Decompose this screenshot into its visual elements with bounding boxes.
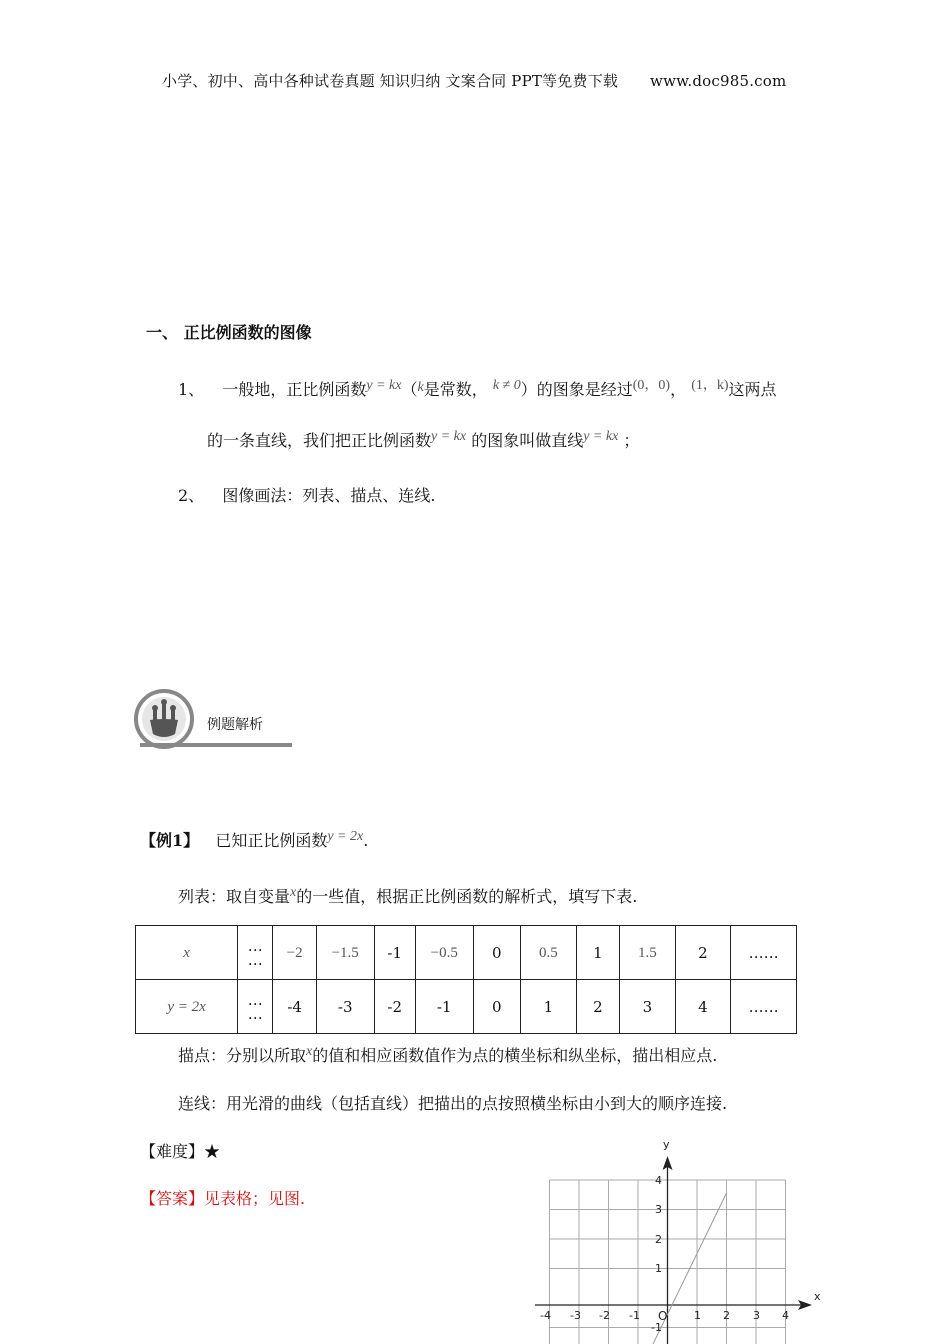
x-axis-label: x	[814, 1290, 821, 1303]
item1-line2-text-c: ；	[623, 431, 640, 450]
table-cell: -2	[374, 980, 415, 1034]
difficulty	[140, 1139, 220, 1162]
table-cell: −0.5	[415, 926, 473, 980]
coordinate-graph	[530, 1130, 830, 1344]
table-cell: 3	[620, 980, 676, 1034]
value-table	[135, 925, 797, 1034]
formula-y-kx-2: y = kx	[431, 429, 467, 444]
difficulty-label: 【难度】	[140, 1142, 205, 1161]
item1-text-c: 是常数，	[423, 380, 488, 399]
item1-text-d: ）的图象是经过	[520, 380, 633, 399]
x-tick-label: -1	[629, 1309, 640, 1322]
x-tick-label: 2	[723, 1309, 730, 1322]
table-row-y	[136, 980, 797, 1034]
item2	[178, 483, 435, 506]
y-tick-label: -1	[651, 1321, 662, 1334]
table-cell: 0	[473, 926, 521, 980]
x-tick-label: -4	[540, 1309, 551, 1322]
example-tag: 【例1】	[140, 831, 200, 850]
table-cell: ……	[731, 980, 797, 1034]
answer-label: 【答案】	[140, 1189, 205, 1208]
item1-line1	[178, 377, 777, 400]
table-row-x	[136, 926, 797, 980]
list-text-a: 列表：取自变量	[178, 887, 291, 906]
formula-y-2x: y = 2x	[327, 829, 364, 844]
item1-line2-text-b: 的图象叫做直线	[471, 431, 584, 450]
table-header-x: x	[136, 926, 238, 980]
item1-text-b: （	[401, 380, 418, 399]
item2-number: 2、	[178, 486, 205, 505]
plot-text-a: 描点：分别以所取	[178, 1046, 307, 1065]
table-cell: 0.5	[521, 926, 577, 980]
header-text: 小学、初中、高中各种试卷真题 知识归纳 文案合同 PPT等免费下载	[162, 72, 619, 90]
formula-k: k	[417, 380, 424, 395]
badge-label: 例题解析	[207, 717, 263, 733]
header-site[interactable]: www.doc985.com	[650, 72, 787, 90]
table-cell: -3	[316, 980, 374, 1034]
item1-line2-text-a: 的一条直线，我们把正比例函数	[207, 431, 432, 450]
y-tick-label: 2	[655, 1233, 662, 1246]
var-x-2: x	[306, 1044, 313, 1059]
table-cell: 4	[675, 980, 731, 1034]
table-cell: 1	[576, 926, 619, 980]
answer-text: 见表格；见图.	[204, 1189, 306, 1208]
plot-text-b: 的值和相应函数值作为点的横坐标和纵坐标，描出相应点.	[312, 1046, 718, 1065]
table-cell: -1	[415, 980, 473, 1034]
y-tick-label: 1	[655, 1262, 662, 1275]
origin-label: O	[658, 1309, 668, 1323]
list-instruction	[178, 884, 637, 907]
x-tick-label: -3	[570, 1309, 581, 1322]
table-cell: … …	[238, 926, 273, 980]
point-origin: (0，0)	[632, 378, 671, 393]
item1-number: 1、	[178, 380, 205, 399]
formula-k-neq-0: k ≠ 0	[492, 378, 521, 393]
table-cell: 2	[675, 926, 731, 980]
table-cell: 1.5	[620, 926, 676, 980]
difficulty-stars: ★	[204, 1142, 221, 1161]
item2-text: 图像画法：列表、描点、连线.	[222, 486, 436, 505]
plot-instruction	[178, 1043, 717, 1066]
list-text-b: 的一些值，根据正比例函数的解析式，填写下表.	[296, 887, 638, 906]
table-cell: 2	[576, 980, 619, 1034]
example-intro: 已知正比例函数	[215, 831, 328, 850]
x-tick-label: 1	[694, 1309, 701, 1322]
table-cell: −2	[273, 926, 316, 980]
table-cell: … …	[238, 980, 273, 1034]
formula-y-kx: y = kx	[366, 378, 402, 393]
page-header	[162, 70, 786, 91]
example-heading	[140, 828, 368, 851]
x-tick-label: 4	[782, 1309, 789, 1322]
connect-instruction: 连线：用光滑的曲线（包括直线）把描出的点按照横坐标由小到大的顺序连接.	[178, 1094, 728, 1113]
item1-text-e: ，	[670, 380, 687, 399]
item1-text-a: 一般地，正比例函数	[222, 380, 367, 399]
var-x: x	[290, 885, 297, 900]
item1-line2	[207, 428, 639, 451]
y-tick-label: 3	[655, 1203, 662, 1216]
badge-icon	[133, 688, 195, 750]
point-1-k: (1，k)	[691, 378, 729, 393]
y-axis-label: y	[663, 1138, 670, 1151]
formula-y-kx-3: y = kx	[583, 429, 619, 444]
y-tick-label: 4	[655, 1174, 662, 1187]
badge-underline	[140, 743, 292, 747]
table-cell: 0	[473, 980, 521, 1034]
table-header-y: y = 2x	[136, 980, 238, 1034]
x-tick-label: 3	[753, 1309, 760, 1322]
x-tick-label: -2	[599, 1309, 610, 1322]
table-cell: −1.5	[316, 926, 374, 980]
table-cell: -1	[374, 926, 415, 980]
table-cell: ……	[731, 926, 797, 980]
answer	[140, 1186, 305, 1209]
section-title: 一、 正比例函数的图像	[146, 323, 312, 342]
table-cell: -4	[273, 980, 316, 1034]
item1-text-f: 这两点	[728, 380, 777, 399]
example-end: .	[363, 831, 369, 850]
table-cell: 1	[521, 980, 577, 1034]
